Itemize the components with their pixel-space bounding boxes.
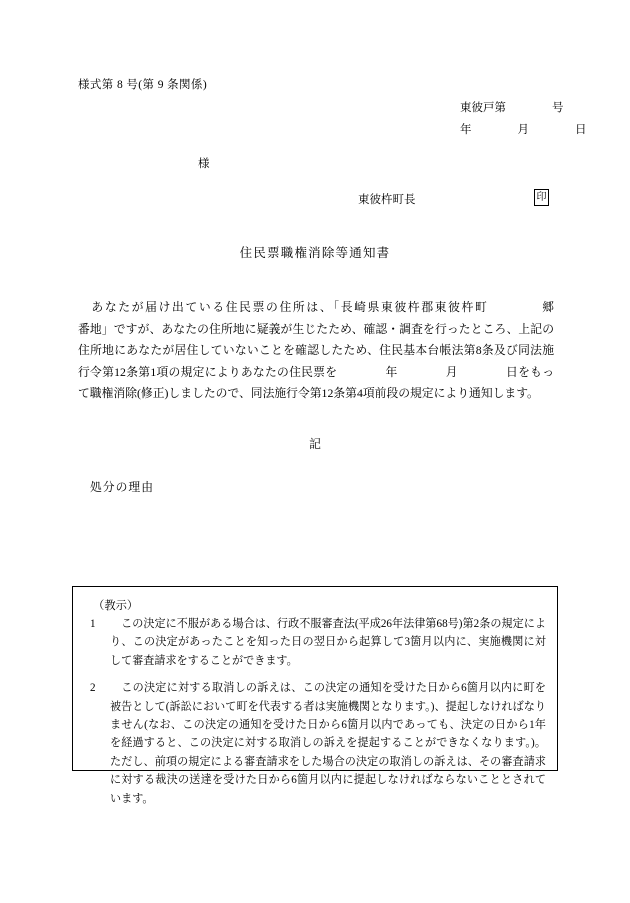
instruction-item [84,615,546,670]
seal-stamp-icon: 印 [534,189,549,206]
addressee-line: 様 [198,158,210,170]
reason-label: 処分の理由 [90,480,154,494]
instruction-item-text: この決定に不服がある場合は、行政不服審査法(平成26年法律第68号)第2条の規定により、この決定があったことを知った日の翌日から起算して3箇月以内に、実施機関に対して審査請求をすることができます。 [110,618,546,667]
instruction-item-number: 2 [90,682,96,695]
issuer-name: 東彼杵町長 [358,194,416,206]
instruction-box [72,586,558,805]
instruction-title: （教示） [93,600,139,612]
instruction-item [84,679,546,808]
document-date: 年 月 日 [460,124,587,136]
instruction-item-number: 1 [90,618,96,630]
page-title: 住民票職権消除等通知書 [239,246,391,260]
document-number: 東彼戸第 号 [460,102,564,114]
ki-marker: 記 [309,437,321,451]
form-number: 様式第 8 号(第 9 条関係) [78,79,208,91]
body-paragraph: あなたが届け出ている住民票の住所は、「長崎県東彼杵郡東彼杵町 郷 番地」ですが、あなたの住所地に疑義が生じたため、確認・調査を行ったところ、上記の住所地にあなたが居住していないことを確認したため、住民基本台帳法第8条及び同法施行令第12条第1項の規定によりあなたの住民票を 年 月 日をもって職権消除(修正)しましたので、同法施行令第12条第4項前段の規定により通知します。 [78,300,602,400]
instruction-item-text: この決定に対する取消しの訴えは、この決定の通知を受けた日から6箇月以内に町を被告として(訴訟において町を代表する者は実施機関となります。)、提起しなければなりません(なお、この決定の通知を受けた日から6箇月以内であっても、決定の日から1年を経過すると、この決定に対する取消しの訴えを提起することができなくなります。)。ただし、前項の規定による審査請求をした場合の決定の取消しの訴えは、その審査請求に対する裁決の送達を受けた日から6箇月以内に提起しなければならないこととされています。 [110,682,546,805]
